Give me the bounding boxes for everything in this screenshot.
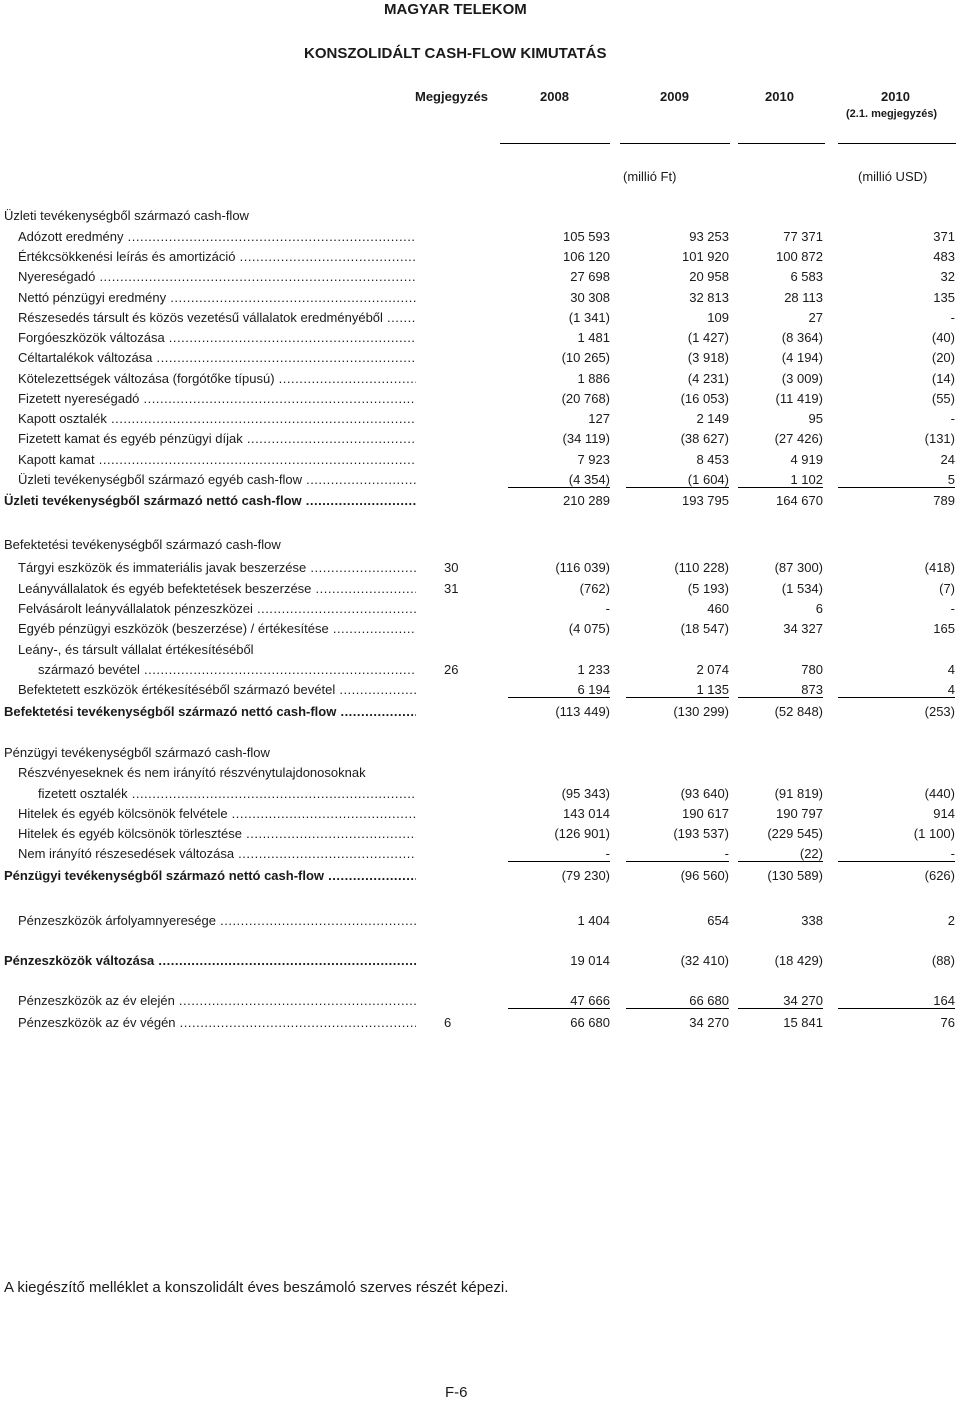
value-2008: 1 404	[577, 913, 610, 928]
value-2008: 127	[588, 411, 610, 426]
value-2008: -	[508, 846, 610, 862]
value-2008: (1 341)	[568, 310, 610, 325]
row-note-ref: 26	[444, 662, 459, 677]
row-label: Pénzeszközök árfolyamnyeresége .....	[18, 913, 416, 928]
value-2008: 47 666	[508, 993, 610, 1009]
value-2010: (229 545)	[767, 826, 823, 841]
table-row	[0, 310, 960, 330]
value-2009: (32 410)	[680, 953, 729, 968]
value-2010-usd: -	[950, 601, 955, 616]
table-row	[0, 229, 960, 249]
table-row	[0, 269, 960, 289]
value-2010: 164 670	[776, 493, 823, 508]
col-header-subnote: (2.1. megjegyzés)	[846, 108, 938, 120]
value-2009: (16 053)	[680, 391, 729, 406]
col-header-2009: 2009	[660, 89, 689, 104]
value-2009: (110 228)	[674, 560, 729, 575]
row-label: Kapott osztalék .....	[18, 411, 416, 426]
value-2010-usd: 24	[940, 452, 955, 467]
value-2010-usd: 165	[933, 621, 955, 636]
row-label: Üzleti tevékenységből származó egyéb cash-flow .....	[18, 472, 416, 487]
row-label: Hitelek és egyéb kölcsönök törlesztése .....	[18, 826, 416, 841]
value-2010: (18 429)	[774, 953, 823, 968]
row-label: Üzleti tevékenységből származó cash-flow	[4, 208, 249, 223]
value-2010: 95	[808, 411, 823, 426]
value-2010: 27	[808, 310, 823, 325]
value-2010-usd: 135	[933, 290, 955, 305]
value-2009: (4 231)	[687, 371, 729, 386]
row-label: Részesedés társult és közös vezetésű vállalatok eredményéből .....	[18, 310, 416, 325]
table-row	[0, 765, 960, 785]
value-2009: 460	[707, 601, 729, 616]
value-2009: 20 958	[689, 269, 729, 284]
unit-usd: (millió USD)	[858, 169, 928, 184]
row-label: Értékcsökkenési leírás és amortizáció .....	[18, 249, 416, 264]
value-2008: 105 593	[563, 229, 610, 244]
table-row	[0, 993, 960, 1013]
value-2010: 873	[738, 682, 823, 698]
value-2008: (113 449)	[555, 704, 610, 719]
value-2010: (8 364)	[781, 330, 823, 345]
table-row	[0, 682, 960, 702]
value-2010-usd: (418)	[924, 560, 955, 575]
header-rule-2008	[500, 143, 610, 144]
value-2009: (96 560)	[680, 868, 729, 883]
value-2009: (1 604)	[626, 472, 729, 488]
value-2009: 32 813	[689, 290, 729, 305]
table-row	[0, 452, 960, 472]
table-row	[0, 826, 960, 846]
value-2008: 30 308	[570, 290, 610, 305]
value-2010: (52 848)	[774, 704, 823, 719]
value-2008: (34 119)	[562, 431, 610, 446]
row-label: Egyéb pénzügyi eszközök (beszerzése) / értékesítése .....	[18, 621, 416, 636]
value-2010-usd: 371	[933, 229, 955, 244]
header-rule-2010	[738, 143, 825, 144]
value-2009: (93 640)	[680, 786, 729, 801]
table-row	[0, 391, 960, 411]
table-row	[0, 560, 960, 580]
table-row	[0, 1015, 960, 1035]
value-2008: 106 120	[563, 249, 610, 264]
col-header-2010: 2010	[765, 89, 794, 104]
table-row	[0, 371, 960, 391]
value-2010-usd: (40)	[931, 330, 955, 345]
row-label: Leányvállalatok és egyéb befektetések beszerzése .....	[18, 581, 416, 596]
row-note-ref: 31	[444, 581, 459, 596]
value-2008: 19 014	[570, 953, 610, 968]
value-2008: (10 265)	[561, 350, 610, 365]
value-2008: 1 886	[577, 371, 610, 386]
value-2010: 34 270	[738, 993, 823, 1009]
row-label: Részvényeseknek és nem irányító részvénytulajdonosoknak	[18, 765, 366, 780]
row-label: Pénzeszközök változása .....	[4, 953, 416, 968]
value-2010: 6	[815, 601, 823, 616]
row-label: Céltartalékok változása .....	[18, 350, 416, 365]
value-2008: 1 233	[577, 662, 610, 677]
row-label: Pénzeszközök az év elején .....	[18, 993, 416, 1008]
table-row	[0, 330, 960, 350]
row-label: Befektetési tevékenységből származó nettó cash-flow .....	[4, 704, 416, 719]
row-label: Kötelezettségek változása (forgótőke típusú) .....	[18, 371, 416, 386]
row-label: Felvásárolt leányvállalatok pénzeszközei .....	[18, 601, 416, 616]
value-2010: (3 009)	[781, 371, 823, 386]
value-2010: (22)	[738, 846, 823, 862]
table-row	[0, 537, 960, 557]
value-2008: (762)	[579, 581, 610, 596]
value-2010-usd: 4	[838, 682, 955, 698]
value-2010-usd: (7)	[939, 581, 955, 596]
value-2008: 143 014	[563, 806, 610, 821]
unit-huf: (millió Ft)	[623, 169, 677, 184]
col-header-2008: 2008	[540, 89, 569, 104]
value-2010: 15 841	[783, 1015, 823, 1030]
value-2010-usd: (14)	[931, 371, 955, 386]
value-2010: (130 589)	[767, 868, 823, 883]
value-2010-usd: (1 100)	[913, 826, 955, 841]
table-row	[0, 581, 960, 601]
footer-note: A kiegészítő melléklet a konszolidált éves beszámoló szerves részét képezi.	[4, 1279, 509, 1296]
page-number: F-6	[445, 1384, 468, 1401]
value-2009: 34 270	[689, 1015, 729, 1030]
value-2010: (87 300)	[774, 560, 823, 575]
value-2008: (95 343)	[561, 786, 610, 801]
value-2009: (193 537)	[673, 826, 729, 841]
value-2010-usd: (55)	[931, 391, 955, 406]
row-label: Leány-, és társult vállalat értékesítéséből	[18, 642, 254, 657]
value-2010: 190 797	[776, 806, 823, 821]
table-row	[0, 745, 960, 765]
value-2010: (91 819)	[774, 786, 823, 801]
row-label: Befektetett eszközök értékesítéséből származó bevétel .....	[18, 682, 416, 697]
row-note-ref: 6	[444, 1015, 452, 1030]
table-row	[0, 601, 960, 621]
value-2009: (1 427)	[687, 330, 729, 345]
value-2009: 1 135	[626, 682, 729, 698]
row-label: Fizetett nyereségadó .....	[18, 391, 416, 406]
value-2009: (5 193)	[687, 581, 729, 596]
table-row	[0, 411, 960, 431]
value-2010: 4 919	[790, 452, 823, 467]
row-label: Kapott kamat .....	[18, 452, 416, 467]
value-2009: -	[626, 846, 729, 862]
row-label: Nem irányító részesedések változása .....	[18, 846, 416, 861]
value-2008: 27 698	[570, 269, 610, 284]
value-2008: (20 768)	[561, 391, 610, 406]
value-2010-usd: 4	[947, 662, 955, 677]
value-2008: (4 075)	[568, 621, 610, 636]
value-2010-usd: 483	[933, 249, 955, 264]
value-2010-usd: 5	[838, 472, 955, 488]
value-2009: 2 149	[696, 411, 729, 426]
value-2010-usd: (440)	[924, 786, 955, 801]
value-2010: 34 327	[783, 621, 823, 636]
table-row	[0, 786, 960, 806]
value-2008: 6 194	[508, 682, 610, 698]
row-label: fizetett osztalék .....	[38, 786, 416, 801]
value-2008: 66 680	[570, 1015, 610, 1030]
value-2009: 190 617	[682, 806, 729, 821]
table-row	[0, 704, 960, 724]
header-rule-2010-usd	[838, 143, 956, 144]
col-header-note: Megjegyzés	[415, 89, 488, 104]
table-row	[0, 290, 960, 310]
value-2009: (38 627)	[680, 431, 729, 446]
statement-title: KONSZOLIDÁLT CASH-FLOW KIMUTATÁS	[304, 45, 607, 62]
value-2009: 654	[707, 913, 729, 928]
value-2010: 1 102	[738, 472, 823, 488]
value-2009: (3 918)	[687, 350, 729, 365]
table-row	[0, 806, 960, 826]
table-row	[0, 953, 960, 973]
table-row	[0, 350, 960, 370]
value-2010-usd: 32	[940, 269, 955, 284]
row-label: Hitelek és egyéb kölcsönök felvétele .....	[18, 806, 416, 821]
value-2009: (130 299)	[673, 704, 729, 719]
row-label: Pénzügyi tevékenységből származó nettó cash-flow .....	[4, 868, 416, 883]
value-2009: (18 547)	[680, 621, 729, 636]
row-label: Pénzügyi tevékenységből származó cash-flow	[4, 745, 270, 760]
table-row	[0, 913, 960, 933]
value-2010: 28 113	[784, 290, 823, 305]
row-label: származó bevétel .....	[38, 662, 416, 677]
row-note-ref: 30	[444, 560, 459, 575]
company-name: MAGYAR TELEKOM	[384, 1, 527, 18]
row-label: Tárgyi eszközök és immateriális javak beszerzése .....	[18, 560, 416, 575]
value-2010: (1 534)	[781, 581, 823, 596]
value-2010: 6 583	[790, 269, 823, 284]
value-2010: 338	[801, 913, 823, 928]
col-header-2010-usd: 2010	[881, 89, 910, 104]
table-row	[0, 431, 960, 451]
value-2008: 210 289	[563, 493, 610, 508]
value-2010-usd: (20)	[931, 350, 955, 365]
value-2010: 77 371	[783, 229, 823, 244]
value-2009: 101 920	[682, 249, 729, 264]
value-2009: 93 253	[689, 229, 729, 244]
value-2010-usd: -	[838, 846, 955, 862]
value-2008: 1 481	[577, 330, 610, 345]
value-2010-usd: 914	[933, 806, 955, 821]
value-2009: 193 795	[682, 493, 729, 508]
value-2008: -	[605, 601, 610, 616]
value-2009: 66 680	[626, 993, 729, 1009]
table-row	[0, 662, 960, 682]
value-2010-usd: 2	[947, 913, 955, 928]
row-label: Forgóeszközök változása .....	[18, 330, 416, 345]
row-label: Nyereségadó .....	[18, 269, 416, 284]
value-2008: 7 923	[577, 452, 610, 467]
table-row	[0, 493, 960, 513]
row-label: Pénzeszközök az év végén .....	[18, 1015, 416, 1030]
value-2010-usd: 789	[933, 493, 955, 508]
value-2010: (27 426)	[774, 431, 823, 446]
value-2010: 780	[801, 662, 823, 677]
value-2008: (4 354)	[508, 472, 610, 488]
value-2010: 100 872	[776, 249, 823, 264]
table-row	[0, 642, 960, 662]
value-2008: (116 039)	[555, 560, 610, 575]
row-label: Fizetett kamat és egyéb pénzügyi díjak .....	[18, 431, 416, 446]
value-2010-usd: 76	[940, 1015, 955, 1030]
value-2008: (79 230)	[561, 868, 610, 883]
value-2010: (4 194)	[781, 350, 823, 365]
value-2009: 109	[707, 310, 729, 325]
value-2008: (126 901)	[554, 826, 610, 841]
value-2010-usd: (131)	[924, 431, 955, 446]
value-2010-usd: (626)	[924, 868, 955, 883]
value-2010-usd: (88)	[931, 953, 955, 968]
table-row	[0, 249, 960, 269]
value-2010: (11 419)	[775, 391, 823, 406]
row-label: Üzleti tevékenységből származó nettó cash-flow .....	[4, 493, 416, 508]
table-row	[0, 208, 960, 228]
table-row	[0, 868, 960, 888]
row-label: Adózott eredmény .....	[18, 229, 416, 244]
value-2010-usd: (253)	[924, 704, 955, 719]
value-2010-usd: 164	[838, 993, 955, 1009]
table-row	[0, 846, 960, 866]
row-label: Befektetési tevékenységből származó cash-flow	[4, 537, 281, 552]
header-rule-2009	[620, 143, 730, 144]
value-2009: 2 074	[696, 662, 729, 677]
value-2009: 8 453	[696, 452, 729, 467]
table-row	[0, 621, 960, 641]
row-label: Nettó pénzügyi eredmény .....	[18, 290, 416, 305]
table-row	[0, 472, 960, 492]
value-2010-usd: -	[950, 310, 955, 325]
value-2010-usd: -	[950, 411, 955, 426]
